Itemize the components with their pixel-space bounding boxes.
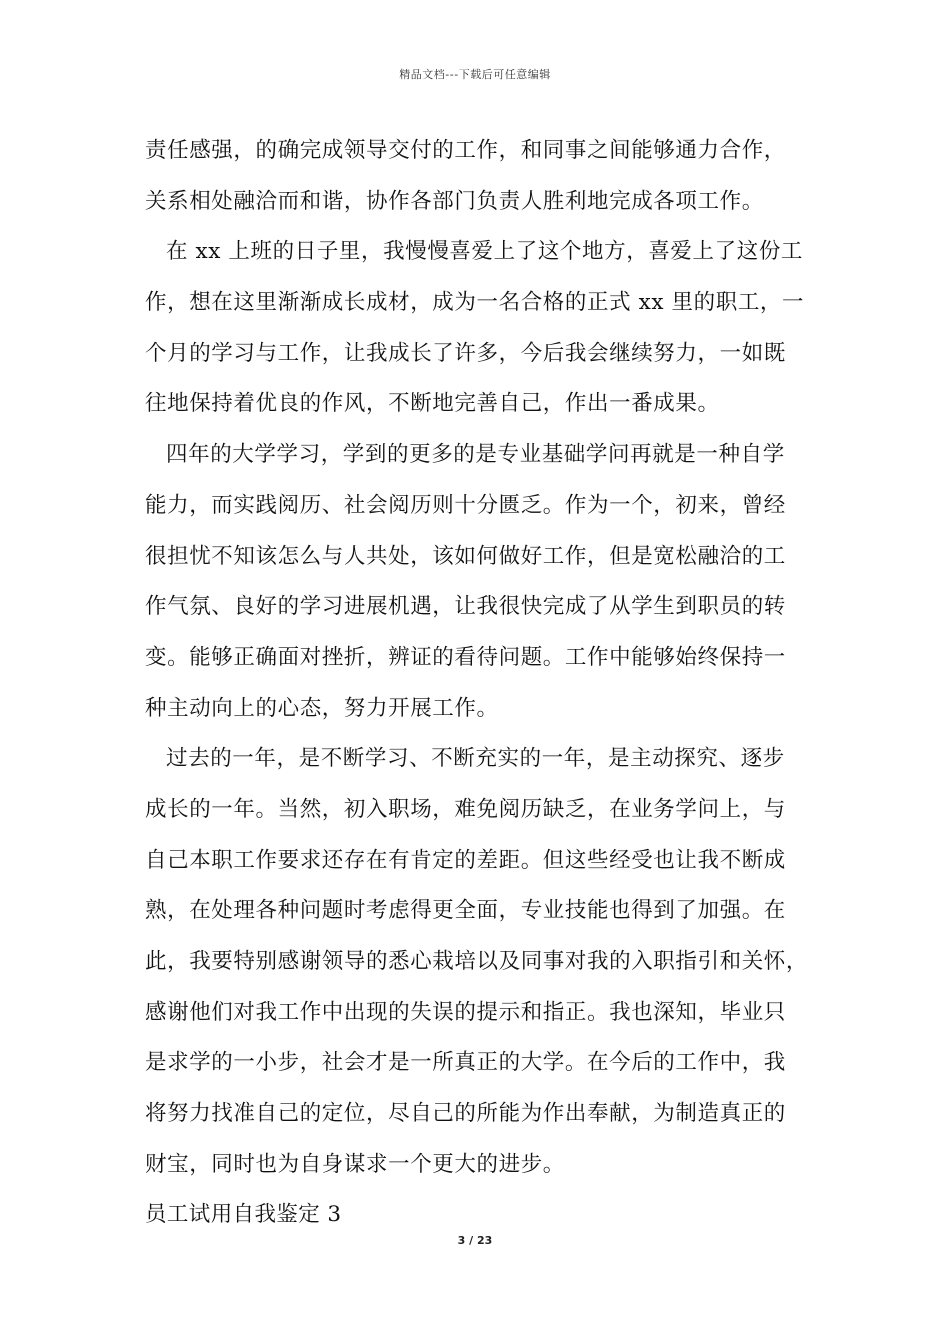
- text-line: 财宝，同时也为自身谋求一个更大的进步。: [145, 1151, 565, 1177]
- page-number: 3 / 23: [457, 1234, 493, 1247]
- paragraph-start-line: 在 xx 上班的日子里，我慢慢喜爱上了这个地方，喜爱上了这份工: [166, 239, 804, 265]
- section-heading: 员工试用自我鉴定 3: [145, 1202, 342, 1228]
- text-line: 是求学的一小步，社会才是一所真正的大学。在今后的工作中，我: [145, 1050, 786, 1076]
- text-line: 种主动向上的心态，努力开展工作。: [145, 695, 499, 721]
- paragraph-start-line: 过去的一年，是不断学习、不断充实的一年，是主动探究、逐步: [166, 746, 785, 772]
- document-body: [145, 126, 815, 1241]
- text-line: 将努力找准自己的定位，尽自己的所能为作出奉献，为制造真正的: [145, 1101, 786, 1127]
- text-line: 责任感强，的确完成领导交付的工作，和同事之间能够通力合作，: [145, 138, 786, 163]
- text-line: 感谢他们对我工作中出现的失误的提示和指正。我也深知，毕业只: [145, 999, 786, 1025]
- text-line: 作，想在这里渐渐成长成材，成为一名合格的正式 xx 里的职工，一: [145, 290, 805, 316]
- text-line: 关系相处融洽而和谐，协作各部门负责人胜利地完成各项工作。: [145, 188, 764, 214]
- paragraph-start-line: 四年的大学学习，学到的更多的是专业基础学问再就是一种自学: [166, 442, 785, 468]
- text-line: 熟，在处理各种问题时考虑得更全面，专业技能也得到了加强。在: [145, 898, 786, 924]
- text-line: 自己本职工作要求还存在有肯定的差距。但这些经受也让我不断成: [145, 847, 786, 873]
- text-line: 作气氛、良好的学习进展机遇，让我很快完成了从学生到职员的转: [145, 594, 786, 620]
- text-line: 能力，而实践阅历、社会阅历则十分匮乏。作为一个，初来，曾经: [145, 492, 786, 518]
- text-line: 变。能够正确面对挫折，辨证的看待问题。工作中能够始终保持一: [145, 644, 786, 670]
- text-line: 个月的学习与工作，让我成长了许多，今后我会继续努力，一如既: [145, 340, 786, 366]
- text-line: 往地保持着优良的作风，不断地完善自己，作出一番成果。: [145, 391, 720, 417]
- page-header: 精品文档---下载后可任意编辑: [399, 68, 551, 81]
- text-line: 很担忧不知该怎么与人共处，该如何做好工作，但是宽松融洽的工: [145, 543, 786, 569]
- text-line: 成长的一年。当然，初入职场，难免阅历缺乏，在业务学问上，与: [145, 796, 786, 822]
- text-line: 此，我要特别感谢领导的悉心栽培以及同事对我的入职指引和关怀，: [145, 949, 809, 974]
